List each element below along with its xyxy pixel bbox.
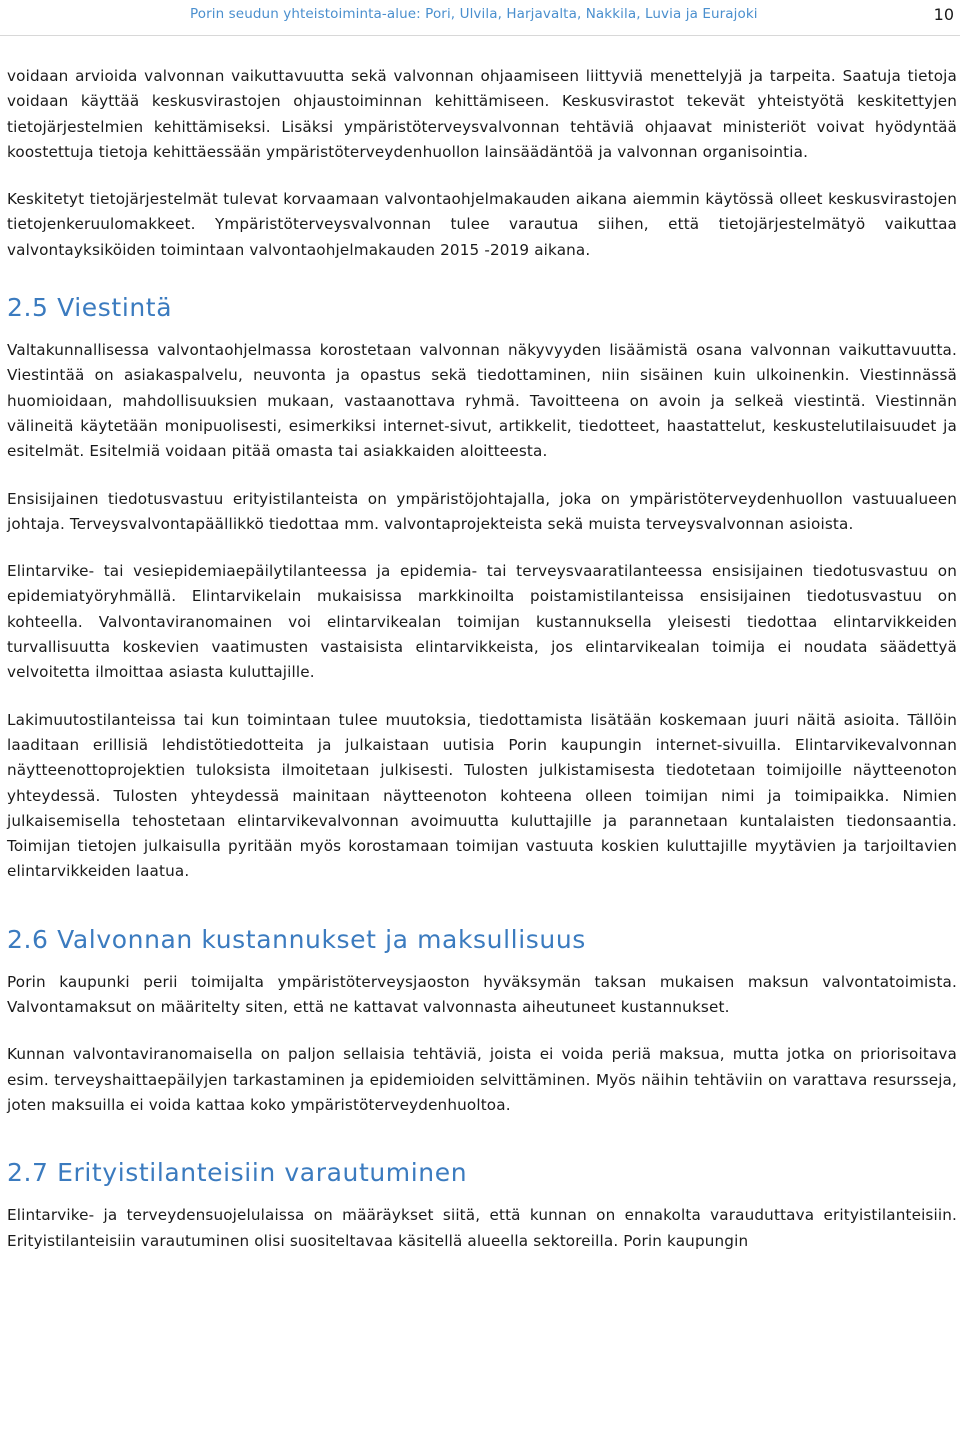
running-header bbox=[0, 0, 960, 36]
paragraph-preparedness: Elintarvike- ja terveydensuojelulaissa on määräykset siitä, että kunnan on ennakolta varauduttava erityistilanteisiin. Erityistilanteisiin varautuminen olisi suositeltavaa käsitellä alueella sektoreilla. Porin kaupungin bbox=[7, 1206, 957, 1250]
section-title: Valvonnan kustannukset ja maksullisuus bbox=[57, 924, 586, 954]
section-heading-costs bbox=[7, 925, 957, 954]
paragraph-evaluation: voidaan arvioida valvonnan vaikuttavuutta sekä valvonnan ohjaamiseen liittyviä menettelyjä ja tarpeita. Saatuja tietoja voidaan käyttää keskusvirastojen ohjaustoiminnan kehittämiseen. Keskusvirastot tekevät yhteistyötä keskitettyjen tietojärjestelmien kehittämiseksi. Lisäksi ympäristöterveysvalvonnan tehtäviä ohjaavat ministeriöt voivat hyödyntää koostettuja tietoja kehittäessään ympäristöterveydenhuollon lainsäädäntöä ja valvonnan organisointia. bbox=[7, 67, 957, 161]
header-title: Porin seudun yhteistoiminta-alue: Pori, Ulvila, Harjavalta, Nakkila, Luvia ja Eurajoki bbox=[190, 6, 758, 22]
paragraph-epidemic-communication: Elintarvike- tai vesiepidemiaepäilytilanteessa ja epidemia- tai terveysvaaratilanteessa ensisijainen tiedotusvastuu on epidemiatyöryhmällä. Elintarvikelain mukaisissa markkinoilta poistamistilanteissa ensisijainen tiedotusvastuu on kohteella. Valvontaviranomainen voi elintarvikealan toimijan kustannuksella yleisesti tiedottaa elintarvikkeiden turvallisuutta koskevien vaatimusten vastaisista elintarvikkeista, jos elintarvikealan toimija ei noudata säädettyä velvoitetta ilmoittaa asiasta kuluttajille. bbox=[7, 562, 957, 682]
paragraph-communication: Valtakunnallisessa valvontaohjelmassa korostetaan valvonnan näkyvyyden lisäämistä osana valvonnan vaikuttavuutta. Viestintää on asiakaspalvelu, neuvonta ja opastus sekä tiedottaminen, niin sisäinen kuin ulkoinenkin. Viestinnässä huomioidaan, mahdollisuuksien mukaan, vastaanottava ryhmä. Tavoitteena on avoin ja selkeä viestintä. Viestinnän välineitä käytetään monipuolisesti, esimerkiksi internet-sivut, artikkelit, tiedotteet, haastattelut, keskustelutilaisuudet ja esitelmät. Esitelmiä voidaan pitää omasta tai asiakkaiden aloitteesta. bbox=[7, 341, 957, 461]
page-number: 10 bbox=[933, 5, 954, 24]
section-heading-special-situations bbox=[7, 1158, 957, 1187]
section-number: 2.5 bbox=[7, 293, 49, 323]
header-divider bbox=[0, 35, 960, 36]
paragraph-primary-responsibility: Ensisijainen tiedotusvastuu erityistilanteista on ympäristöjohtajalla, joka on ympäristöterveydenhuollon vastuualueen johtaja. Terveysvalvontapäällikkö tiedottaa mm. valvontaprojekteista sekä muista terveysvalvonnan asioista. bbox=[7, 489, 957, 533]
section-title: Viestintä bbox=[57, 293, 173, 323]
section-title: Erityistilanteisiin varautuminen bbox=[57, 1158, 468, 1188]
section-number: 2.7 bbox=[7, 1158, 49, 1188]
paragraph-unpaid-tasks: Kunnan valvontaviranomaisella on paljon sellaisia tehtäviä, joista ei voida periä maksua, mutta jotka on priorisoitava esim. terveyshaittaepäilyjen tarkastaminen ja epidemioiden selvittäminen. Myös näihin tehtäviin on varattava resursseja, joten maksuilla ei voida kattaa koko ympäristöterveydenhuoltoa. bbox=[7, 1045, 957, 1114]
paragraph-law-changes: Lakimuutostilanteissa tai kun toimintaan tulee muutoksia, tiedottamista lisätään koskemaan juuri näitä asioita. Tällöin laaditaan erillisiä lehdistötiedotteita ja julkaistaan uutisia Porin kaupungin internet-sivuilla. Elintarvikevalvonnan näytteenottoprojektien tuloksista ilmoitetaan julkisesti. Tulosten julkistamisesta tiedotetaan toimijoille näytteenoton yhteydessä. Tulosten yhteydessä mainitaan näytteenoton kohteena olleen toimijan nimi ja toimipaikka. Nimien julkaisemisella tehostetaan elintarvikevalvonnan avoimuutta kuluttajille ja parannetaan kuntalaisten tiedonsaantia. Toimijan tietojen julkaisulla pyritään myös korostamaan toimijan vastuuta koskien kuluttajille myytävien ja tarjoiltavien elintarvikkeiden laatua. bbox=[7, 710, 957, 881]
page-body bbox=[7, 64, 957, 1276]
paragraph-fees: Porin kaupunki perii toimijalta ympäristöterveysjaoston hyväksymän taksan mukaisen maksun valvontatoimista. Valvontamaksut on määritelty siten, että ne kattavat valvonnasta aiheutuneet kustannukset. bbox=[7, 972, 957, 1017]
section-number: 2.6 bbox=[7, 924, 49, 954]
section-heading-viestinta bbox=[7, 293, 957, 322]
paragraph-information-systems: Keskitetyt tietojärjestelmät tulevat korvaamaan valvontaohjelmakauden aikana aiemmin käytössä olleet keskusvirastojen tietojenkeruulomakkeet. Ympäristöterveysvalvonnan tulee varautua siihen, että tietojärjestelmätyö vaikuttaa valvontayksiköiden toimintaan valvontaohjelmakauden 2015 -2019 aikana. bbox=[7, 190, 957, 259]
